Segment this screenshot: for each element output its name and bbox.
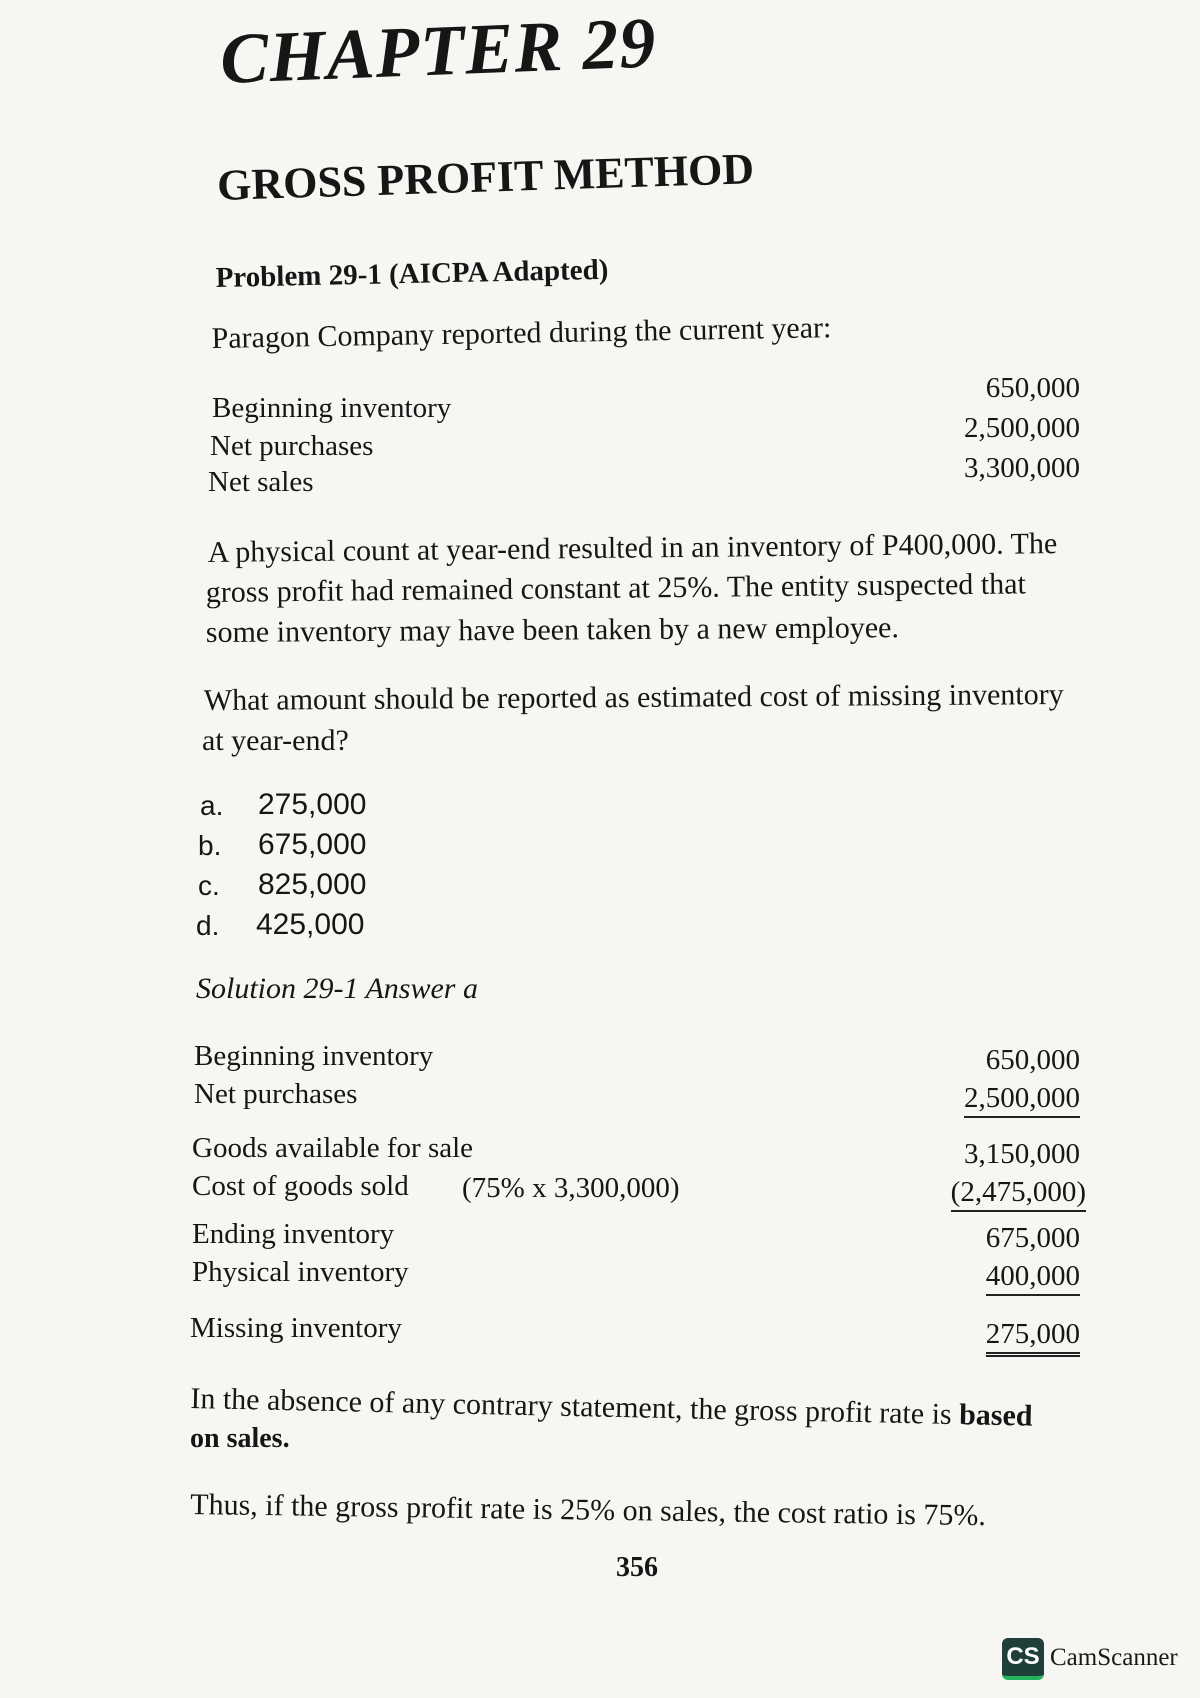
solution-row-note: (75% x 3,300,000) (462, 1172, 680, 1204)
solution-row-label: Physical inventory (192, 1256, 409, 1288)
problem-paragraph-line: A physical count at year-end resulted in an inventory of P400,000. The (207, 527, 1058, 570)
problem-item-label: Net sales (208, 466, 314, 498)
question-line: What amount should be reported as estimated cost of missing inventory (203, 677, 1064, 718)
problem-item-label: Net purchases (210, 430, 374, 462)
problem-item-label: Beginning inventory (212, 392, 452, 424)
solution-row-label: Net purchases (194, 1078, 358, 1110)
solution-row-label: Missing inventory (190, 1312, 402, 1344)
solution-row-label: Beginning inventory (194, 1040, 434, 1072)
solution-row-value (916, 1176, 1086, 1209)
solution-row-label: Cost of goods sold (192, 1170, 409, 1202)
problem-paragraph-line: some inventory may have been taken by a new employee. (205, 611, 900, 650)
solution-note-line (190, 1378, 1033, 1437)
double-underlined-value: 275,000 (986, 1318, 1080, 1357)
underlined-value: (2,475,000) (951, 1176, 1086, 1212)
solution-row-value: 650,000 (985, 1044, 1080, 1076)
problem-item-value: 3,300,000 (964, 452, 1080, 484)
camscanner-logo-icon: CS (1002, 1638, 1044, 1680)
solution-row-value: 3,150,000 (964, 1138, 1080, 1170)
solution-row-label: Ending inventory (192, 1218, 395, 1250)
option-value: 425,000 (256, 908, 365, 941)
underlined-value: 400,000 (986, 1260, 1080, 1296)
problem-intro: Paragon Company reported during the current year: (211, 311, 832, 356)
option-letter: a. (200, 790, 224, 821)
chapter-title: CHAPTER 29 (218, 2, 658, 100)
underlined-value: 2,500,000 (964, 1082, 1080, 1118)
question-line: at year-end? (202, 724, 349, 757)
section-title: GROSS PROFIT METHOD (216, 144, 755, 211)
solution-note-line: on sales. (190, 1423, 290, 1454)
solution-row-value: 675,000 (985, 1222, 1080, 1254)
camscanner-label: CamScanner (1050, 1644, 1178, 1671)
note-bold-text: based (958, 1398, 1033, 1433)
problem-title: Problem 29-1 (AICPA Adapted) (215, 253, 609, 295)
option-letter: b. (198, 830, 222, 861)
option-letter: d. (196, 910, 220, 941)
option-value: 825,000 (258, 868, 367, 901)
option-value: 675,000 (258, 828, 367, 861)
option-value: 275,000 (258, 788, 367, 821)
problem-item-value: 650,000 (985, 372, 1080, 404)
page-number: 356 (616, 1552, 658, 1583)
note-text: In the absence of any contrary statement, the gross profit rate is (190, 1382, 960, 1432)
problem-item-value: 2,500,000 (964, 412, 1080, 444)
solution-row-value (910, 1082, 1080, 1115)
solution-row-value (910, 1318, 1080, 1351)
problem-paragraph-line: gross profit had remained constant at 25%. The entity suspected that (205, 567, 1026, 610)
solution-title: Solution 29-1 Answer a (196, 972, 478, 1005)
solution-row-value (910, 1260, 1080, 1293)
solution-row-label: Goods available for sale (192, 1132, 474, 1164)
thus-line: Thus, if the gross profit rate is 25% on sales, the cost ratio is 75%. (190, 1488, 987, 1533)
option-letter: c. (198, 870, 220, 901)
